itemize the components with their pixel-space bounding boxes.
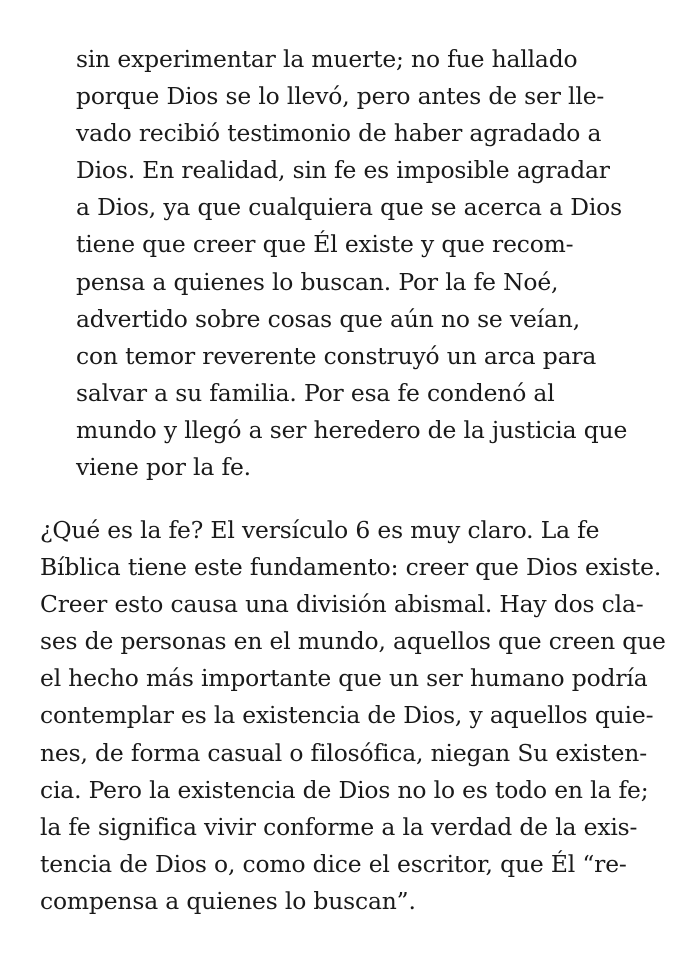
- quote-line: viene por la fe.: [76, 453, 251, 482]
- body-paragraph: [40, 512, 690, 920]
- block-quote: [76, 41, 676, 486]
- paragraph-line: Creer esto causa una división abismal. Hay dos cla-: [40, 590, 644, 619]
- quote-line: porque Dios se lo llevó, pero antes de ser lle-: [76, 82, 605, 111]
- paragraph-line: compensa a quienes lo buscan”.: [40, 886, 416, 915]
- quote-line: advertido sobre cosas que aún no se veían,: [76, 304, 580, 333]
- quote-line: tiene que creer que Él existe y que recom-: [76, 230, 574, 259]
- quote-line: pensa a quienes lo buscan. Por la fe Noé,: [76, 267, 559, 296]
- quote-line: sin experimentar la muerte; no fue hallado: [76, 45, 578, 73]
- paragraph-line: contemplar es la existencia de Dios, y aquellos quie-: [40, 701, 654, 730]
- paragraph-line: ses de personas en el mundo, aquellos que creen que: [40, 627, 666, 656]
- paragraph-line: la fe significa vivir conforme a la verdad de la exis-: [40, 812, 638, 841]
- paragraph-line: tencia de Dios o, como dice el escritor, que Él “re-: [40, 849, 627, 878]
- quote-line: con temor reverente construyó un arca para: [76, 341, 597, 370]
- quote-line: salvar a su familia. Por esa fe condenó al: [76, 378, 555, 407]
- quote-line: mundo y llegó a ser heredero de la justicia que: [76, 415, 628, 444]
- quote-line: vado recibió testimonio de haber agradado a: [76, 119, 602, 148]
- paragraph-line: nes, de forma casual o filosófica, niegan Su existen-: [40, 738, 647, 767]
- paragraph-line: ¿Qué es la fe? El versículo 6 es muy claro. La fe: [40, 516, 600, 544]
- paragraph-line: cia. Pero la existencia de Dios no lo es todo en la fe;: [40, 775, 649, 804]
- quote-line: Dios. En realidad, sin fe es imposible agradar: [76, 156, 610, 185]
- paragraph-line: el hecho más importante que un ser humano podría: [40, 664, 648, 693]
- quote-line: a Dios, ya que cualquiera que se acerca a Dios: [76, 193, 622, 222]
- paragraph-line: Bíblica tiene este fundamento: creer que Dios existe.: [40, 553, 662, 582]
